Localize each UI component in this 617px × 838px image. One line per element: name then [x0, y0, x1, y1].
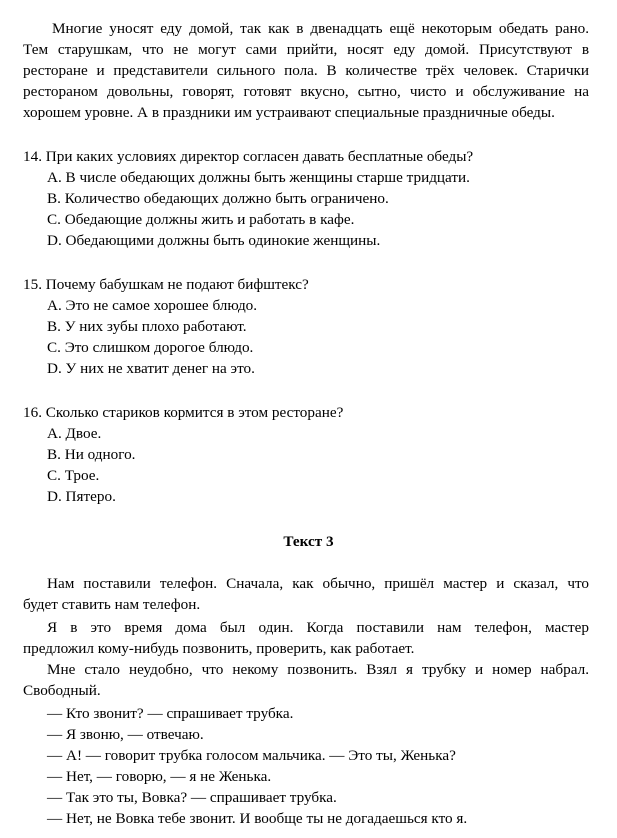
question-14: 14. При каких условиях директор согласен давать бесплатные обеды?	[23, 148, 474, 165]
text3-line-5: Мне стало неудобно, что некому позвонить. Взял я трубку и номер набрал.	[47, 661, 589, 678]
question-14-option-d: D. Обедающими должны быть одинокие женщины.	[47, 232, 381, 249]
intro-line-4: рестораном довольны, говорят, готовят вкусно, сытно, чисто и обслуживание на	[23, 83, 589, 100]
text3-line-8: — Я звоню, — отвечаю.	[47, 726, 204, 743]
text3-line-1: Нам поставили телефон. Сначала, как обычно, пришёл мастер и сказал, что	[47, 575, 589, 592]
text3-line-3: Я в это время дома был один. Когда поставили нам телефон, мастер	[47, 619, 589, 636]
question-16-option-d: D. Пятеро.	[47, 488, 116, 505]
question-15-option-b: B. У них зубы плохо работают.	[47, 318, 247, 335]
text3-line-9: — А! — говорит трубка голосом мальчика. — Это ты, Женька?	[47, 747, 456, 764]
intro-line-3: ресторане и представители сильного пола. В количестве трёх человек. Старички	[23, 62, 589, 79]
intro-line-2: Тем старушкам, что не могут сами прийти, носят еду домой. Присутствуют в	[23, 41, 589, 58]
text3-line-2: будет ставить нам телефон.	[23, 596, 201, 613]
question-14-option-a: A. В числе обедающих должны быть женщины старше тридцати.	[47, 169, 470, 186]
question-16-option-c: C. Трое.	[47, 467, 100, 484]
question-15-option-d: D. У них не хватит денег на это.	[47, 360, 255, 377]
text3-line-7: — Кто звонит? — спрашивает трубка.	[47, 705, 294, 722]
question-16-option-b: B. Ни одного.	[47, 446, 136, 463]
text3-line-11: — Так это ты, Вовка? — спрашивает трубка.	[47, 789, 337, 806]
section-title: Текст 3	[283, 533, 334, 550]
question-15-option-c: C. Это слишком дорогое блюдо.	[47, 339, 254, 356]
intro-line-5: хорошем уровне. А в праздники им устраивают специальные праздничные обеды.	[23, 104, 555, 121]
text3-line-10: — Нет, — говорю, — я не Женька.	[47, 768, 272, 785]
question-15-option-a: A. Это не самое хорошее блюдо.	[47, 297, 258, 314]
question-16: 16. Сколько стариков кормится в этом ресторане?	[23, 404, 344, 421]
question-16-option-a: A. Двое.	[47, 425, 102, 442]
text3-line-6: Свободный.	[23, 682, 101, 699]
question-14-option-b: B. Количество обедающих должно быть ограничено.	[47, 190, 389, 207]
text3-line-12: — Нет, не Вовка тебе звонит. И вообще ты не догадаешься кто я.	[47, 810, 468, 827]
text3-line-4: предложил кому-нибудь позвонить, проверить, как работает.	[23, 640, 415, 657]
question-14-option-c: C. Обедающие должны жить и работать в кафе.	[47, 211, 355, 228]
question-15: 15. Почему бабушкам не подают бифштекс?	[23, 276, 309, 293]
intro-line-1: Многие уносят еду домой, так как в двенадцать ещё некоторым обедать рано.	[52, 20, 589, 37]
